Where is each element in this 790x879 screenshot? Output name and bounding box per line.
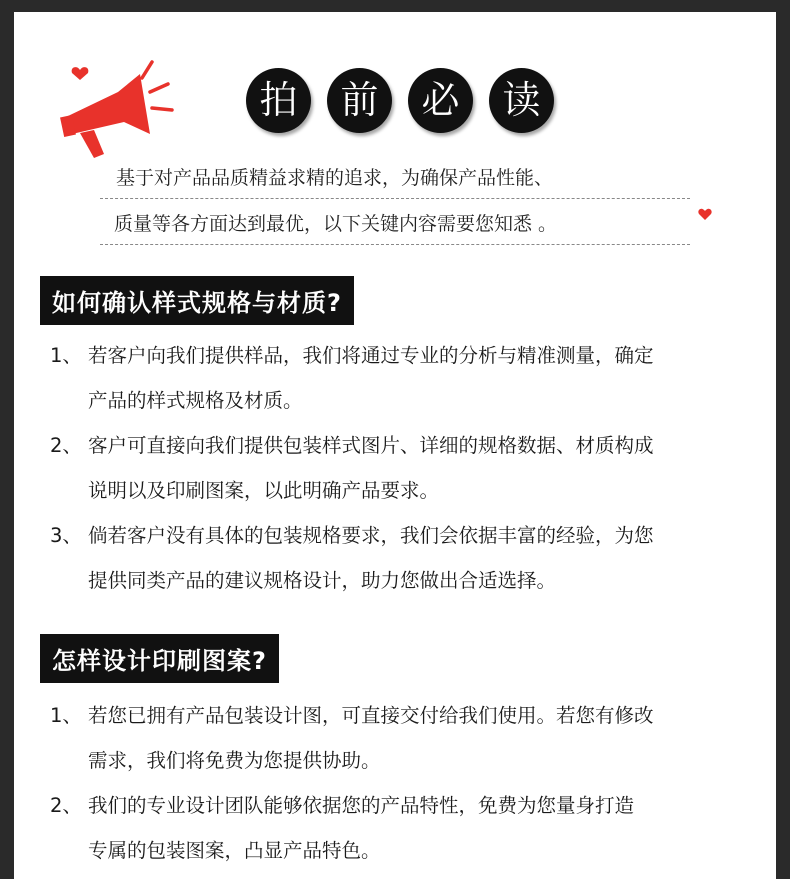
item-text-cont: 专属的包装图案，凸显产品特色。 [88, 839, 381, 862]
item-text-cont: 说明以及印刷图案，以此明确产品要求。 [88, 479, 440, 502]
intro-line-1: 基于对产品品质精益求精的追求，为确保产品性能、 [100, 163, 690, 199]
item-text: 若您已拥有产品包装设计图，可直接交付给我们使用。若您有修改 [88, 704, 654, 727]
list-item [50, 520, 654, 548]
list-item [50, 340, 654, 368]
item-text: 客户可直接向我们提供包装样式图片、详细的规格数据、材质构成 [88, 434, 654, 457]
title-row [246, 68, 554, 133]
list-item [50, 430, 654, 458]
item-text: 若客户向我们提供样品，我们将通过专业的分析与精准测量，确定 [88, 344, 654, 367]
heart-icon [698, 208, 712, 221]
item-number: 1、 [50, 344, 82, 367]
intro-line-2: 质量等各方面达到最优，以下关键内容需要您知悉 。 [100, 209, 690, 245]
item-number: 2、 [50, 434, 82, 457]
item-number: 2、 [50, 794, 82, 817]
item-text: 倘若客户没有具体的包装规格要求，我们会依据丰富的经验，为您 [88, 524, 654, 547]
item-text-cont: 需求，我们将免费为您提供协助。 [88, 749, 381, 772]
item-number: 3、 [50, 524, 82, 547]
megaphone-icon [58, 56, 178, 166]
item-number: 1、 [50, 704, 82, 727]
list-item [50, 700, 654, 728]
title-char: 拍 [246, 68, 311, 133]
item-text-cont: 提供同类产品的建议规格设计，助力您做出合适选择。 [88, 569, 557, 592]
item-text-cont: 产品的样式规格及材质。 [88, 389, 303, 412]
title-char: 前 [327, 68, 392, 133]
title-char: 必 [408, 68, 473, 133]
title-char: 读 [489, 68, 554, 133]
list-item [50, 790, 634, 818]
item-text: 我们的专业设计团队能够依据您的产品特性，免费为您量身打造 [88, 794, 635, 817]
section-heading: 怎样设计印刷图案? [40, 634, 279, 683]
section-heading: 如何确认样式规格与材质? [40, 276, 354, 325]
